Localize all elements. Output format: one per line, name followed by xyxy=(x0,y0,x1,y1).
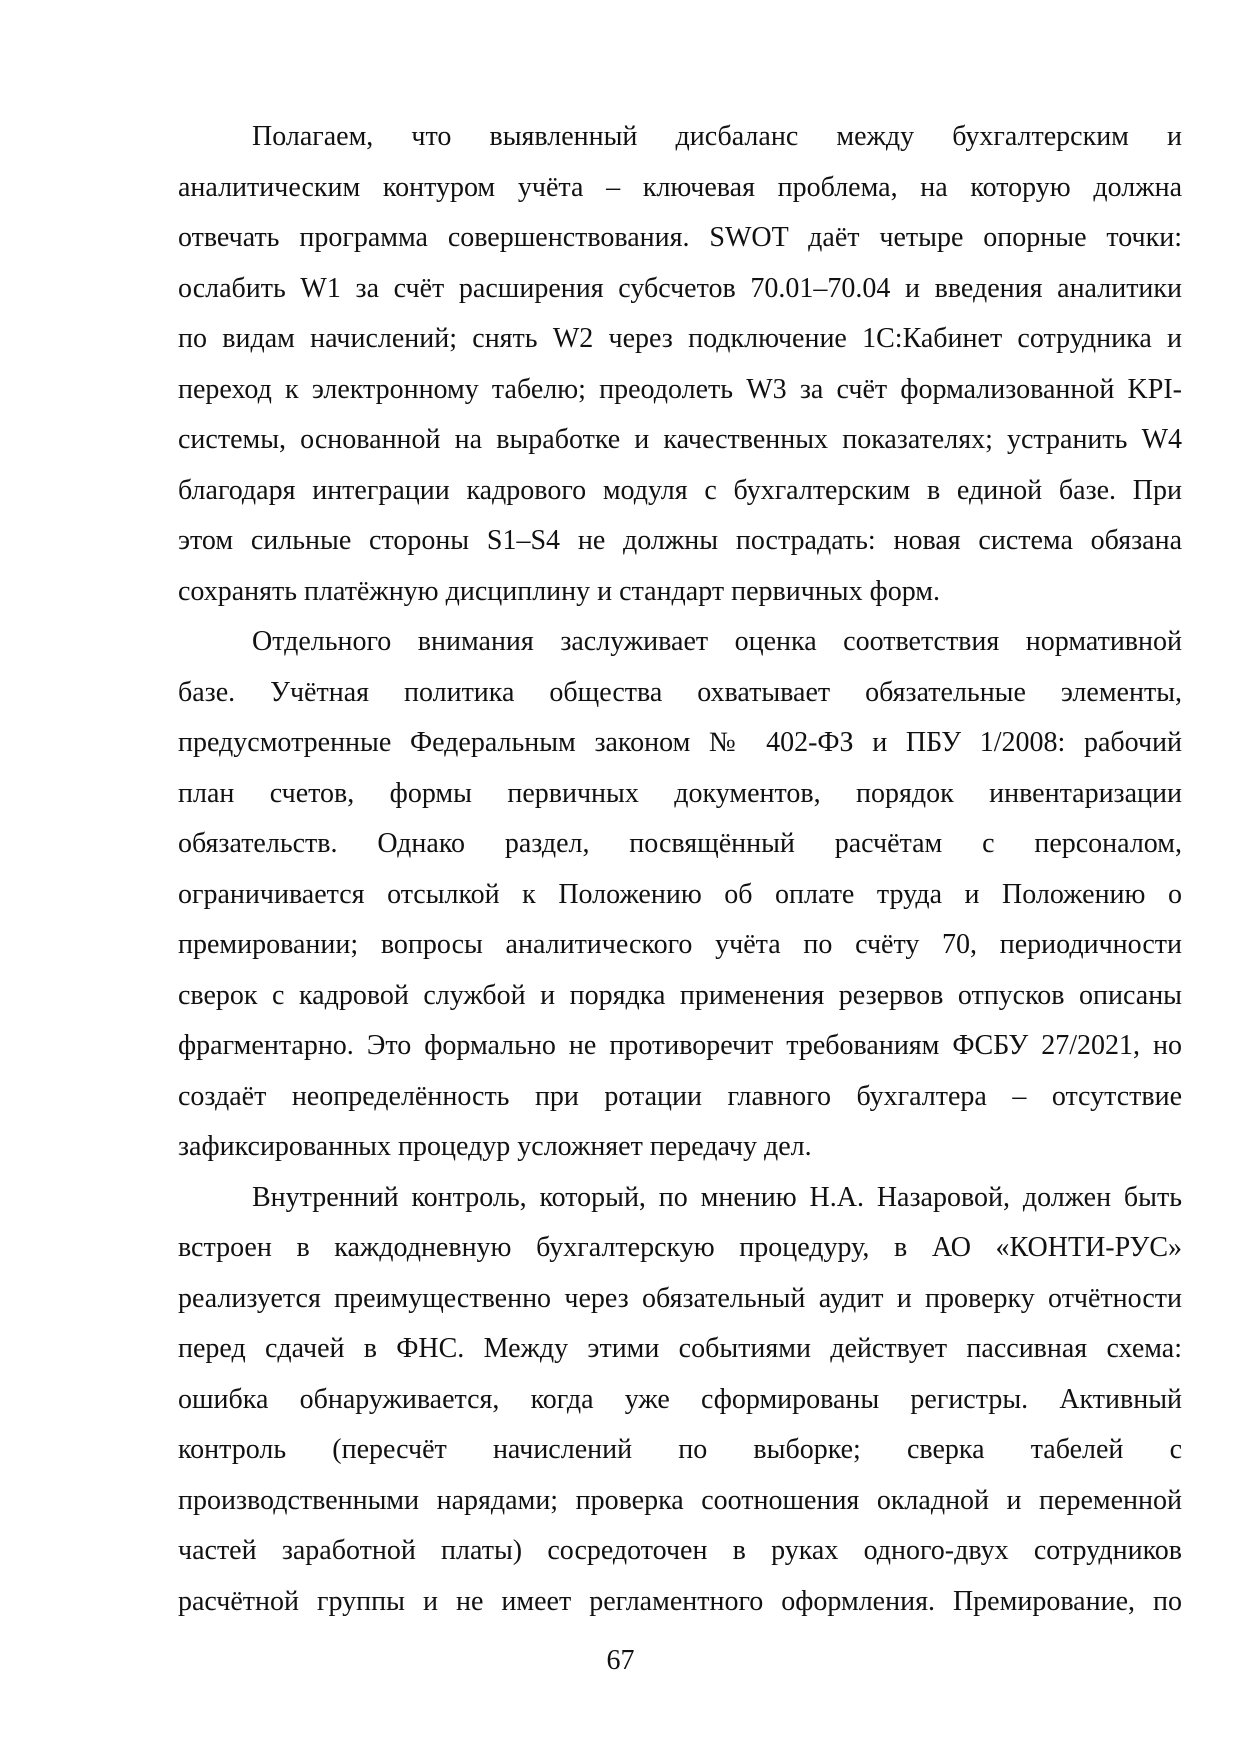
text-line: ослабить W1 за счёт расширения субсчетов 70.01–70.04 и введения аналитики xyxy=(178,272,1182,304)
text-line: ошибка обнаруживается, когда уже сформированы регистры. Активный xyxy=(178,1383,1182,1415)
text-line: создаёт неопределённость при ротации главного бухгалтера – отсутствие xyxy=(178,1080,1182,1112)
body-text xyxy=(178,112,1182,1627)
text-line: контроль (пересчёт начислений по выборке; сверка табелей с xyxy=(178,1434,1182,1465)
text-line: премировании; вопросы аналитического учёта по счёту 70, периодичности xyxy=(178,929,1182,960)
text-line: перед сдачей в ФНС. Между этими событиями действует пассивная схема: xyxy=(178,1333,1182,1364)
text-line: переход к электронному табелю; преодолеть W3 за счёт формализованной KPI- xyxy=(178,373,1182,405)
text-line: Внутренний контроль, который, по мнению Н.А. Назаровой, должен быть xyxy=(252,1181,1182,1213)
text-line: по видам начислений; снять W2 через подключение 1С:Кабинет сотрудника и xyxy=(178,323,1182,354)
text-line: этом сильные стороны S1–S4 не должны пострадать: новая система обязана xyxy=(178,525,1182,556)
paragraph-1 xyxy=(178,112,1182,617)
text-line: расчётной группы и не имеет регламентного оформления. Премирование, по xyxy=(178,1585,1182,1617)
text-line: обязательств. Однако раздел, посвящённый расчётам с персоналом, xyxy=(178,828,1182,859)
text-line: системы, основанной на выработке и качественных показателях; устранить W4 xyxy=(178,424,1182,455)
text-line: отвечать программа совершенствования. SWOT даёт четыре опорные точки: xyxy=(178,222,1182,253)
paragraph-3 xyxy=(178,1173,1182,1628)
text-line: базе. Учётная политика общества охватывает обязательные элементы, xyxy=(178,676,1182,708)
text-line: предусмотренные Федеральным законом № 402-ФЗ и ПБУ 1/2008: рабочий xyxy=(178,727,1182,758)
text-line: сохранять платёжную дисциплину и стандарт первичных форм. xyxy=(178,575,941,607)
text-line: частей заработной платы) сосредоточен в руках одного-двух сотрудников xyxy=(178,1535,1182,1566)
page-number: 67 xyxy=(606,1645,635,1676)
text-line: план счетов, формы первичных документов, порядок инвентаризации xyxy=(178,777,1182,809)
text-line: ограничивается отсылкой к Положению об оплате труда и Положению о xyxy=(178,878,1182,910)
text-line: производственными нарядами; проверка соотношения окладной и переменной xyxy=(178,1484,1182,1516)
text-line: сверок с кадровой службой и порядка применения резервов отпусков описаны xyxy=(178,979,1182,1011)
text-line: зафиксированных процедур усложняет передачу дел. xyxy=(178,1131,812,1162)
paragraph-2 xyxy=(178,617,1182,1173)
text-line: Полагаем, что выявленный дисбаланс между бухгалтерским и xyxy=(252,121,1182,152)
text-line: встроен в каждодневную бухгалтерскую процедуру, в АО «КОНТИ-РУС» xyxy=(178,1232,1182,1263)
text-line: Отдельного внимания заслуживает оценка соответствия нормативной xyxy=(252,626,1182,657)
text-line: фрагментарно. Это формально не противоречит требованиям ФСБУ 27/2021, но xyxy=(178,1030,1182,1061)
text-line: аналитическим контуром учёта – ключевая проблема, на которую должна xyxy=(178,171,1182,203)
text-line: реализуется преимущественно через обязательный аудит и проверку отчётности xyxy=(178,1282,1182,1314)
text-line: благодаря интеграции кадрового модуля с бухгалтерским в единой базе. При xyxy=(178,474,1182,506)
